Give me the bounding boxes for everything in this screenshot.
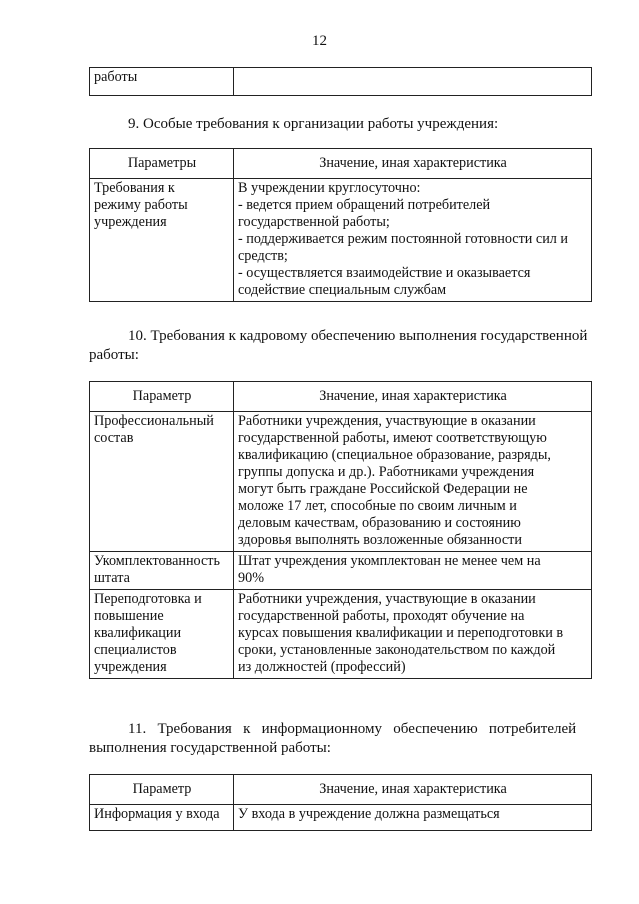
table-row bbox=[90, 412, 592, 552]
column-header: Параметр bbox=[90, 775, 234, 805]
value-cell: Штат учреждения укомплектован не менее чем на 90% bbox=[234, 552, 592, 590]
section-11-table bbox=[89, 774, 592, 831]
value-cell: Работники учреждения, участвующие в оказании государственной работы, имеют соответствующую квалификацию (специальное образование, разряды, группы допуска и др.). Работниками учреждения могут быть граждане Российской Федерации не моложе 17 лет, способные по своим личным и деловым качествам, образованию и состоянию здоровья выполнять возложенные обязанности bbox=[234, 412, 592, 552]
param-cell: Информация у входа bbox=[90, 805, 234, 831]
section-10-table bbox=[89, 381, 592, 679]
column-header: Параметры bbox=[90, 149, 234, 179]
value-cell: У входа в учреждение должна размещаться bbox=[234, 805, 592, 831]
table-row bbox=[90, 590, 592, 679]
table-row bbox=[90, 552, 592, 590]
column-header: Значение, иная характеристика bbox=[234, 382, 592, 412]
param-cell: Профессиональный состав bbox=[90, 412, 234, 552]
value-cell: Работники учреждения, участвующие в оказании государственной работы, проходят обучение на курсах повышения квалификации и переподготовки в сроки, установленные законодательством по каждой из должностей (профессий) bbox=[234, 590, 592, 679]
param-cell: Укомплектованность штата bbox=[90, 552, 234, 590]
param-cell: Требования к режиму работы учреждения bbox=[90, 179, 234, 302]
column-header: Параметр bbox=[90, 382, 234, 412]
column-header: Значение, иная характеристика bbox=[234, 775, 592, 805]
value-cell: В учреждении круглосуточно: - ведется прием обращений потребителей государственной работы; - поддерживается режим постоянной готовности сил и средств; - осуществляется взаимодействие и оказывается содействие специальным службам bbox=[234, 179, 592, 302]
page-number: 12 bbox=[312, 33, 327, 49]
section-9-heading: 9. Особые требования к организации работы учреждения: bbox=[128, 116, 499, 132]
continued-table bbox=[89, 67, 592, 96]
table-row bbox=[90, 805, 592, 831]
section-11-heading: 11. Требования к информационному обеспечению потребителей выполнения государственной работы: bbox=[89, 721, 577, 756]
param-cell: Переподготовка и повышение квалификации специалистов учреждения bbox=[90, 590, 234, 679]
column-header: Значение, иная характеристика bbox=[234, 149, 592, 179]
section-9-table bbox=[89, 148, 592, 302]
table-row bbox=[90, 179, 592, 302]
table-cell: работы bbox=[90, 68, 234, 96]
table-cell bbox=[234, 68, 592, 96]
section-10-heading: 10. Требования к кадровому обеспечению выполнения государственной работы: bbox=[89, 328, 588, 363]
